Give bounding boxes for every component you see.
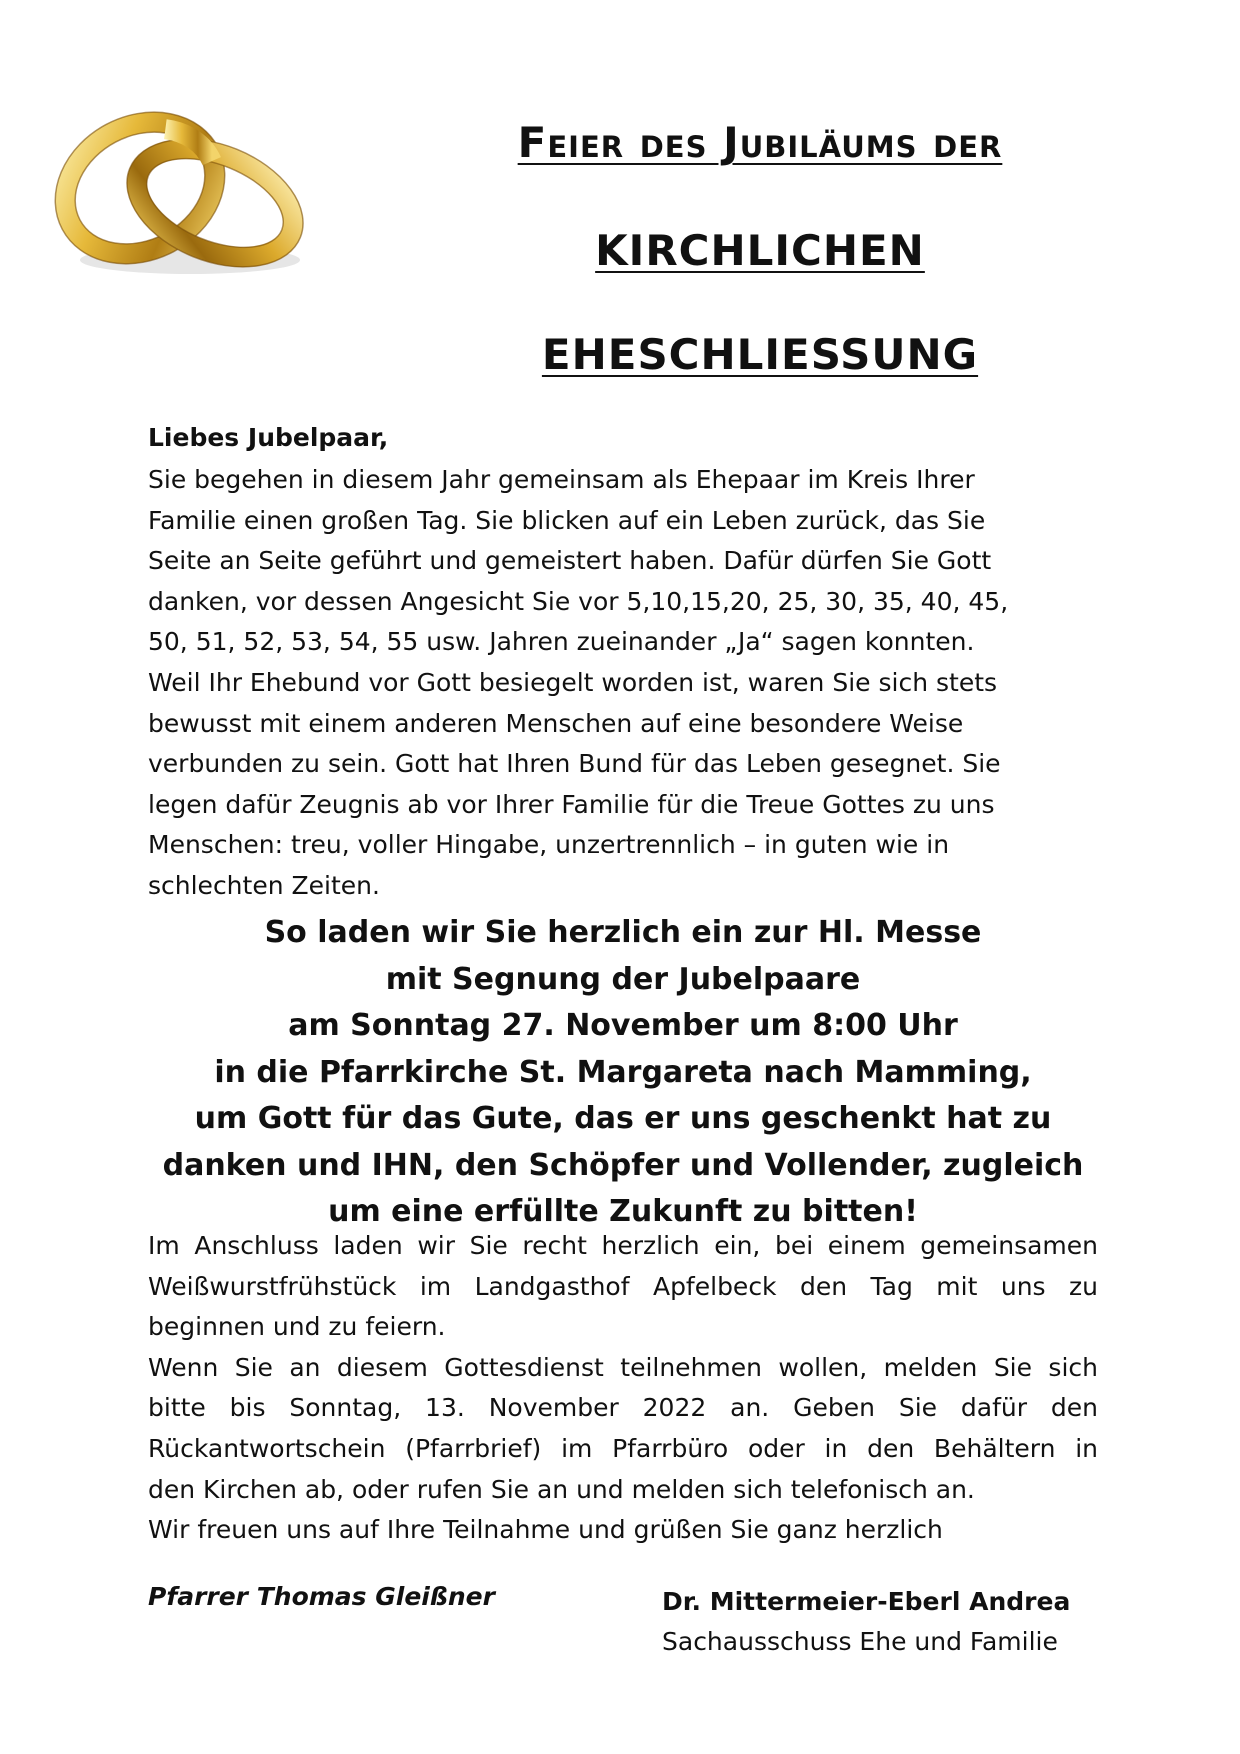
signature-committee bbox=[662, 1582, 1070, 1662]
closing-line: Wenn Sie an diesem Gottesdienst teilnehmen wollen, melden Sie sich bbox=[148, 1352, 1098, 1382]
closing-line: bitte bis Sonntag, 13. November 2022 an. Geben Sie dafür den bbox=[148, 1393, 1098, 1423]
closing-line: Rückantwortschein (Pfarrbrief) im Pfarrbüro oder in den Behältern in bbox=[148, 1433, 1098, 1463]
invitation-line: So laden wir Sie herzlich ein zur Hl. Messe bbox=[264, 915, 982, 950]
title-line-1: Feier des Jubiläums der bbox=[517, 118, 1003, 167]
intro-line: danken, vor dessen Angesicht Sie vor 5,10,15,20, 25, 30, 35, 40, 45, bbox=[148, 586, 1009, 616]
invitation-line: danken und IHN, den Schöpfer und Vollender, zugleich bbox=[162, 1147, 1084, 1183]
intro-line: legen dafür Zeugnis ab vor Ihrer Familie für die Treue Gottes zu uns bbox=[148, 789, 995, 819]
intro-line: verbunden zu sein. Gott hat Ihren Bund für das Leben gesegnet. Sie bbox=[148, 749, 1001, 779]
intro-line: Seite an Seite geführt und gemeistert haben. Dafür dürfen Sie Gott bbox=[148, 546, 992, 576]
intro-line: Menschen: treu, voller Hingabe, unzertrennlich – in guten wie in bbox=[148, 830, 950, 860]
intro-line: Weil Ihr Ehebund vor Gott besiegelt worden ist, waren Sie sich stets bbox=[148, 667, 998, 697]
invitation-line: in die Pfarrkirche St. Margareta nach Mamming, bbox=[214, 1054, 1032, 1090]
intro-line: bewusst mit einem anderen Menschen auf eine besondere Weise bbox=[148, 708, 964, 738]
title-line-2: KIRCHLICHEN bbox=[595, 226, 925, 275]
closing-line: Im Anschluss laden wir Sie recht herzlich ein, bei einem gemeinsamen bbox=[148, 1231, 1098, 1260]
signature-pastor: Pfarrer Thomas Gleißner bbox=[148, 1582, 495, 1611]
signature-committee-name: Dr. Mittermeier-Eberl Andrea bbox=[662, 1587, 1071, 1616]
invitation-line: mit Segnung der Jubelpaare bbox=[385, 961, 861, 997]
intro-line: schlechten Zeiten. bbox=[148, 870, 380, 900]
title-line-3: EHESCHLIESSUNG bbox=[541, 330, 979, 379]
closing-line: den Kirchen ab, oder rufen Sie an und melden sich telefonisch an. bbox=[148, 1474, 975, 1504]
wedding-rings-icon bbox=[40, 88, 320, 288]
invitation-line: um eine erfüllte Zukunft zu bitten! bbox=[328, 1194, 918, 1229]
invitation-line: am Sonntag 27. November um 8:00 Uhr bbox=[288, 1008, 958, 1043]
intro-paragraph bbox=[148, 460, 1098, 907]
invitation-block bbox=[148, 910, 1098, 1236]
signature-committee-role: Sachausschuss Ehe und Familie bbox=[662, 1627, 1058, 1656]
closing-line: beginnen und zu feiern. bbox=[148, 1312, 446, 1342]
salutation: Liebes Jubelpaar, bbox=[148, 423, 389, 452]
invitation-line: um Gott für das Gute, das er uns geschenkt hat zu bbox=[194, 1101, 1052, 1136]
intro-line: Familie einen großen Tag. Sie blicken auf ein Leben zurück, das Sie bbox=[148, 505, 986, 535]
intro-line: 50, 51, 52, 53, 54, 55 usw. Jahren zueinander „Ja“ sagen konnten. bbox=[148, 627, 975, 657]
intro-line: Sie begehen in diesem Jahr gemeinsam als Ehepaar im Kreis Ihrer bbox=[148, 465, 975, 494]
closing-paragraph bbox=[148, 1226, 1098, 1551]
closing-line: Wir freuen uns auf Ihre Teilnahme und grüßen Sie ganz herzlich bbox=[148, 1515, 943, 1545]
closing-line: Weißwurstfrühstück im Landgasthof Apfelbeck den Tag mit uns zu bbox=[148, 1271, 1098, 1301]
